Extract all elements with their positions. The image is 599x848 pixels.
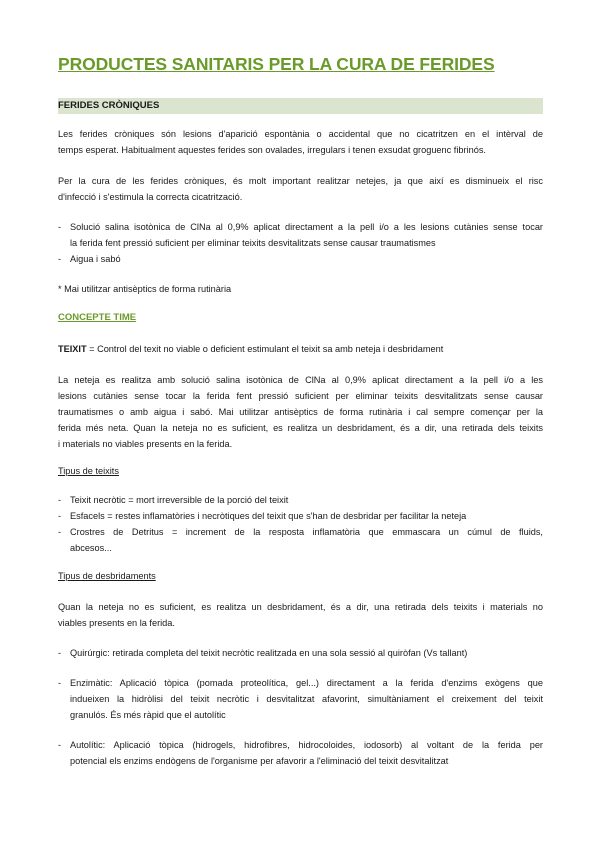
list-item: - Teixit necròtic = mort irreversible de la porció del teixit bbox=[58, 495, 289, 505]
desbridament-paragraph: Quan la neteja no es suficient, es realitza un desbridament, és a dir, una retirada dels teixits i materials no viables presents en la ferida. bbox=[58, 602, 543, 628]
neteja-paragraph: La neteja es realitza amb solució salina isotònica de ClNa al 0,9% aplicat directament a la pell i/o a les lesions cutànies sense tocar la ferida fent pressió suficient per eliminar teixits desvitalitzats sense causar traumatismes o amb aigua i sabó. Mai utilitzar antisèptics de forma rutinària i cal sempre començar per la ferida més neta. Quan la neteja no es suficient, es realitza un desbridament, és a dir, una retirada dels teixits i materials no viables presents en la ferida. bbox=[58, 375, 543, 449]
list-item: - Esfacels = restes inflamatòries i necròtiques del teixit que s'han de desbridar per facilitar la neteja bbox=[58, 511, 467, 521]
intro-paragraph-1: Les ferides cròniques són lesions d'aparició espontània o accidental que no cicatritzen en el intèrval de temps esperat. Habitualment aquestes ferides son ovalades, irregulars i tenen exsudat groguenc fibrinós. bbox=[58, 129, 543, 155]
list-item: - Autolític: Aplicació tòpica (hidrogels, hidrofibres, hidrocoloides, iodosorb) al voltant de la ferida per potencial els enzims endògens de l'organisme per afavorir a l'eliminació del teixit desvitalitzat bbox=[58, 740, 543, 766]
list-item: - Aigua i sabó bbox=[58, 254, 121, 264]
section-header-bar bbox=[58, 98, 543, 114]
list-item: - Crostres de Detritus = increment de la resposta inflamatòria que emmascara un cúmul de fluids, abcesos... bbox=[58, 527, 543, 553]
page-title: PRODUCTES SANITARIS PER LA CURA DE FERIDES bbox=[58, 54, 495, 74]
teixits-list bbox=[58, 492, 543, 556]
intro-paragraph-2: Per la cura de les ferides cròniques, és molt important realitzar netejes, ja que així es disminueix el risc d'infecció i s'estimula la correcta cicatrització. bbox=[58, 176, 543, 202]
tipus-desbridaments-heading: Tipus de desbridaments bbox=[58, 571, 156, 581]
desbridament-item-enzimatic bbox=[58, 675, 543, 723]
desbridament-item-autolitic bbox=[58, 737, 543, 769]
list-item: - Enzimàtic: Aplicació tòpica (pomada proteolítica, gel...) directament a la ferida d'enzims exògens que indueixen la hidròlisi del teixit necròtic i desvitalitzat afavorint, simultàniament el creixement del teixit granulós. És més ràpid que el autolític bbox=[58, 678, 543, 720]
desbridament-item-quirurgic bbox=[58, 645, 543, 661]
tipus-teixits-heading: Tipus de teixits bbox=[58, 466, 119, 476]
concept-heading: CONCEPTE TIME bbox=[58, 312, 137, 323]
list-item: - Quirúrgic: retirada completa del teixit necròtic realitzada en una sola sessió al quiròfan (Vs tallant) bbox=[58, 648, 468, 658]
note: * Mai utilitzar antisèptics de forma rutinària bbox=[58, 284, 232, 294]
cleaning-list bbox=[58, 219, 543, 267]
teixit-text: = Control del texit no viable o deficient estimulant el teixit sa amb neteja i desbridament bbox=[86, 344, 444, 354]
teixit-definition bbox=[58, 341, 543, 357]
list-item: - Solució salina isotònica de ClNa al 0,9% aplicat directament a la pell i/o a les lesions cutànies sense tocar la ferida fent pressió suficient per eliminar teixits desvitalitzats sense causar traumatismes bbox=[58, 222, 543, 248]
teixit-label: TEIXIT bbox=[58, 344, 87, 354]
section-heading: FERIDES CRÒNIQUES bbox=[58, 100, 160, 111]
